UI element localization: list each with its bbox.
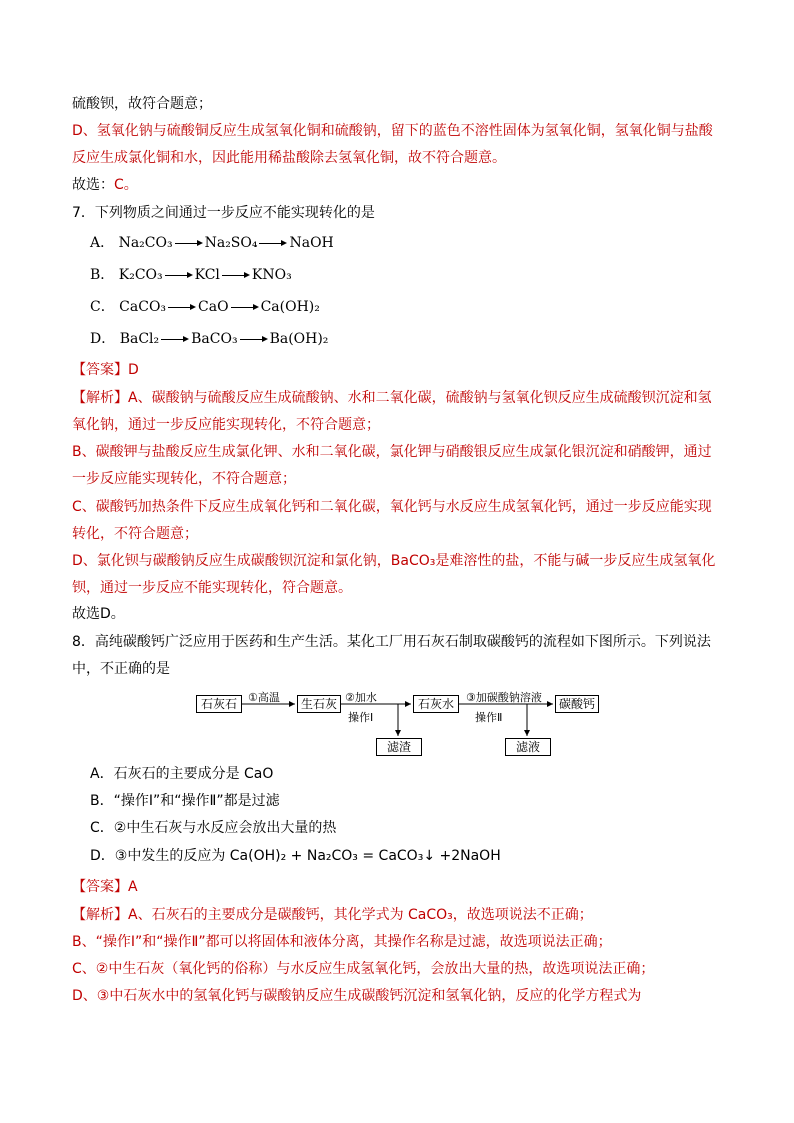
- q7-analysis-line: 转化，不符合题意；: [72, 526, 198, 542]
- flow-step-label: ①高温: [248, 691, 280, 704]
- q8-analysis-line: B、“操作Ⅰ”和“操作Ⅱ”都可以将固体和液体分离，其操作名称是过滤，故选项说法正确；: [72, 934, 612, 950]
- flow-box-residue: 滤渣: [376, 738, 422, 756]
- flow-operation-label: 操作Ⅰ: [348, 711, 374, 724]
- answer-tag: 【答案】: [72, 362, 128, 378]
- analysis-tag: 【解析】: [72, 907, 128, 923]
- formula: BaCO₃: [191, 331, 238, 347]
- flow-box-calcium-carbonate: 碳酸钙: [555, 695, 599, 713]
- q8-stem: 8．高纯碳酸钙广泛应用于医药和生产生活。某化工厂用石灰石制取碳酸钙的流程如下图所示。下列说法: [72, 634, 711, 650]
- q8-stem: 中，不正确的是: [72, 661, 170, 677]
- option-label: D．: [90, 331, 116, 347]
- q8-analysis-line: [72, 905, 593, 925]
- conclusion-answer: C。: [114, 177, 138, 193]
- q8-analysis-line: C、②中生石灰（氧化钙的俗称）与水反应生成氢氧化钙，会放出大量的热，故选项说法正确；: [72, 961, 655, 977]
- flow-box-limewater: 石灰水: [413, 695, 459, 713]
- q7-analysis-line: D、氯化钡与碳酸钠反应生成碳酸钡沉淀和氯化钠，BaCO₃是难溶性的盐，不能与碱一步反应生成氢氧化: [72, 553, 716, 569]
- q8-option-a: A．石灰石的主要成分是 CaO: [90, 766, 274, 782]
- q8-option-d: D．③中发生的反应为 Ca(OH)₂ + Na₂CO₃ = CaCO₃↓ +2NaOH: [90, 848, 501, 864]
- q8-analysis-line: D、③中石灰水中的氢氧化钙与碳酸钠反应生成碳酸钙沉淀和氢氧化钠，反应的化学方程式为: [72, 988, 642, 1004]
- formula: Ca(OH)₂: [260, 299, 320, 315]
- q7-analysis-line: 一步反应能实现转化，不符合题意；: [72, 471, 296, 487]
- formula: K₂CO₃: [118, 267, 163, 283]
- flow-box-limestone: 石灰石: [196, 695, 242, 713]
- formula: BaCl₂: [119, 331, 160, 347]
- formula: KNO₃: [251, 267, 292, 283]
- q7-analysis-line: 氧化钠，通过一步反应能实现转化，不符合题意；: [72, 417, 380, 433]
- answer-value: D: [128, 362, 139, 378]
- text-line: 硫酸钡，故符合题意；: [72, 96, 212, 112]
- flow-step-label: ②加水: [345, 691, 377, 704]
- formula: Na₂CO₃: [118, 235, 173, 251]
- formula: NaOH: [289, 235, 334, 251]
- analysis-tag: 【解析】: [72, 390, 128, 406]
- text-line: D、氢氧化钠与硫酸铜反应生成氢氧化铜和硫酸钠，留下的蓝色不溶性固体为氢氧化铜，氢氧化铜与盐酸: [72, 123, 713, 139]
- flow-box-filtrate: 滤液: [505, 738, 551, 756]
- flow-operation-label: 操作Ⅱ: [475, 711, 503, 724]
- q7-analysis-line: C、碳酸钙加热条件下反应生成氧化钙和二氧化碳，氧化钙与水反应生成氢氧化钙，通过一步反应能实现: [72, 499, 712, 515]
- analysis-text: A、碳酸钠与硫酸反应生成硫酸钠、水和二氧化碳，硫酸钠与氢氧化钡反应生成硫酸钡沉淀和氢: [128, 390, 712, 406]
- q8-option-b: B．“操作Ⅰ”和“操作Ⅱ”都是过滤: [90, 793, 280, 809]
- q7-stem: 7．下列物质之间通过一步反应不能实现转化的是: [72, 205, 375, 221]
- answer-tag: 【答案】: [72, 879, 128, 895]
- option-label: C．: [90, 299, 115, 315]
- option-label: A．: [90, 235, 115, 251]
- option-label: B．: [90, 267, 115, 283]
- q7-analysis-line: B、碳酸钾与盐酸反应生成氯化钾、水和二氧化碳，氯化钾与硝酸银反应生成氯化银沉淀和硝酸钾，通过: [72, 444, 712, 460]
- q8-answer: [72, 877, 138, 897]
- formula: CaO: [198, 299, 229, 315]
- text-line: 反应生成氯化铜和水，因此能用稀盐酸除去氢氧化铜，故不符合题意。: [72, 150, 506, 166]
- flow-step-label: ③加碳酸钠溶液: [466, 691, 542, 704]
- answer-value: A: [128, 879, 138, 895]
- conclusion-prefix: 故选：: [72, 177, 114, 193]
- q7-conclusion: 故选D。: [72, 606, 125, 622]
- analysis-text: A、石灰石的主要成分是碳酸钙，其化学式为 CaCO₃，故选项说法不正确；: [128, 907, 593, 923]
- formula: CaCO₃: [119, 299, 167, 315]
- formula: KCl: [194, 267, 220, 283]
- q8-option-c: C．②中生石灰与水反应会放出大量的热: [90, 820, 337, 836]
- formula: Ba(OH)₂: [269, 331, 329, 347]
- flow-box-quicklime: 生石灰: [297, 695, 341, 713]
- formula: Na₂SO₄: [204, 235, 258, 251]
- q7-analysis-line: 钡，通过一步反应不能实现转化，符合题意。: [72, 580, 352, 596]
